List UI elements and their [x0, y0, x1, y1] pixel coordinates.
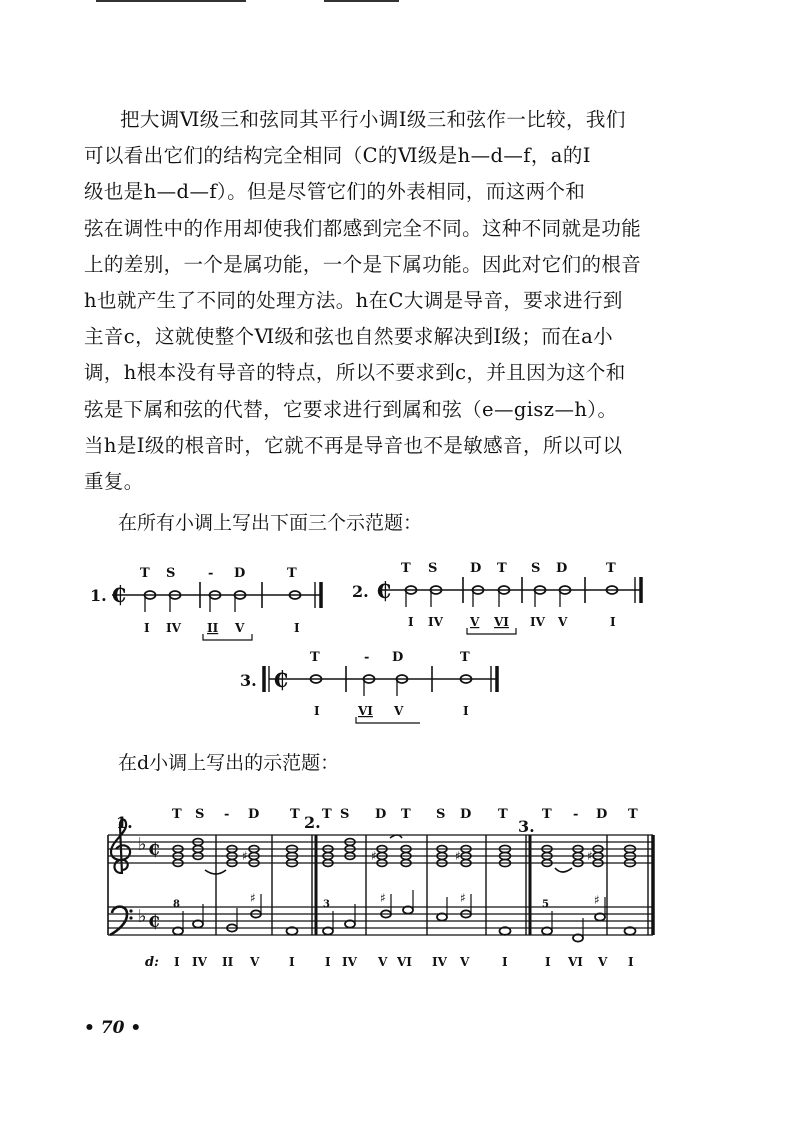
- flat-icon: ♭: [138, 906, 147, 927]
- section-number: 3.: [518, 817, 535, 836]
- caption-d-minor: 在d小调上写出的示范题：: [118, 752, 340, 774]
- function-label: D: [596, 807, 608, 822]
- sharp-icon: ♯: [460, 891, 466, 905]
- roman-numeral: I: [174, 955, 180, 969]
- paragraph-line: 上的差别，一个是属功能，一个是下属功能。因此对它们的根音: [84, 252, 642, 276]
- function-label: S: [195, 807, 205, 822]
- paragraph-line: h也就产生了不同的处理方法。h在C大调是导音，要求进行到: [84, 289, 623, 313]
- function-label: -: [573, 807, 579, 822]
- exercise-3: [240, 650, 497, 723]
- paragraph-line: 当h是Ⅰ级的根音时，它就不再是导音也不是敏感音，所以可以: [84, 433, 623, 457]
- function-label: T: [287, 566, 297, 581]
- roman-numeral: V: [250, 955, 260, 969]
- figure-number: 3: [323, 899, 330, 910]
- roman-numeral: IV: [428, 615, 443, 629]
- function-label: D: [375, 807, 387, 822]
- roman-numeral: I: [463, 704, 469, 718]
- roman-numeral: I: [502, 955, 508, 969]
- function-label: T: [140, 566, 150, 581]
- roman-numeral: V: [598, 955, 608, 969]
- section-number: 1.: [116, 813, 133, 832]
- page-number: • 70 •: [84, 1018, 142, 1038]
- function-label: T: [606, 561, 616, 576]
- cut-time-icon: ₵: [148, 912, 160, 932]
- paragraph-line: 把大调Ⅵ级三和弦同其平行小调Ⅰ级三和弦作一比较，我们: [120, 108, 626, 131]
- function-label: S: [436, 807, 446, 822]
- roman-numeral: I: [144, 621, 150, 635]
- roman-numeral: V: [558, 615, 568, 629]
- function-label: D: [470, 561, 482, 576]
- function-label: S: [428, 561, 438, 576]
- figure-number: 5: [542, 899, 549, 910]
- exercise-2: [352, 561, 641, 634]
- bass-notes: [173, 906, 636, 941]
- exercise-number: 1.: [90, 586, 107, 605]
- roman-numeral: V: [235, 621, 245, 635]
- bass-clef-dot: [129, 916, 132, 919]
- sharp-icon: ♯: [250, 891, 256, 905]
- function-label: T: [401, 561, 411, 576]
- figure-number: 8: [173, 899, 180, 910]
- cut-time-icon: ₵: [273, 667, 289, 693]
- cut-time-icon: ₵: [111, 582, 127, 608]
- sharp-icon: ♯: [380, 891, 386, 905]
- sharp-icon: ♯: [371, 849, 377, 863]
- roman-numeral: I: [545, 955, 551, 969]
- caption-exercises: 在所有小调上写出下面三个示范题：: [118, 512, 423, 534]
- function-label: D: [392, 650, 404, 665]
- roman-numeral: VI: [568, 955, 583, 969]
- function-label: -: [364, 650, 370, 665]
- function-label: D: [234, 566, 246, 581]
- roman-numeral: VI: [494, 615, 509, 629]
- function-label: D: [248, 807, 260, 822]
- paragraph-line: 调，h根本没有导音的特点，所以不要求到c，并且因为这个和: [84, 361, 626, 385]
- bass-clef-dot: [129, 909, 132, 912]
- roman-numeral: II: [222, 955, 234, 969]
- roman-numeral: I: [325, 955, 331, 969]
- roman-numeral: IV: [530, 615, 545, 629]
- roman-numeral: IV: [432, 955, 447, 969]
- cut-time-icon: ₵: [376, 578, 392, 604]
- function-label: -: [224, 807, 230, 822]
- exercise-number: 2.: [352, 582, 369, 601]
- exercise-number: 3.: [240, 671, 257, 690]
- exercise-1: [90, 566, 322, 640]
- function-label: T: [498, 807, 508, 822]
- flat-icon: ♭: [138, 834, 147, 855]
- function-label: T: [322, 807, 332, 822]
- grand-staff-score: [108, 807, 653, 970]
- paragraph-line: 可以看出它们的结构完全相同（C的Ⅵ级是h—d—f，a的Ⅰ: [84, 144, 591, 168]
- function-label: T: [290, 807, 300, 822]
- function-label: T: [310, 650, 320, 665]
- paragraph-line: 重复。: [84, 470, 144, 494]
- roman-numeral: IV: [192, 955, 207, 969]
- function-label: T: [497, 561, 507, 576]
- roman-numeral: V: [394, 704, 404, 718]
- function-label: T: [628, 807, 638, 822]
- roman-numeral: V: [378, 955, 388, 969]
- function-label: S: [340, 807, 350, 822]
- sharp-icon: ♯: [594, 893, 600, 907]
- cut-time-icon: ₵: [148, 840, 160, 860]
- function-label: T: [542, 807, 552, 822]
- function-label: T: [172, 807, 182, 822]
- roman-numeral: IV: [166, 621, 181, 635]
- roman-numeral: V: [470, 615, 480, 629]
- function-label: T: [401, 807, 411, 822]
- paragraph-line: 弦是下属和弦的代替，它要求进行到属和弦（e—gisz—h）。: [84, 397, 618, 421]
- section-number: 2.: [304, 813, 321, 832]
- roman-numeral: I: [408, 615, 414, 629]
- sharp-icon: ♯: [242, 849, 248, 863]
- roman-numeral: I: [610, 615, 616, 629]
- key-label: d:: [145, 955, 159, 970]
- roman-numeral: I: [314, 704, 320, 718]
- function-label: D: [460, 807, 472, 822]
- paragraph-line: 弦在调性中的作用却使我们都感到完全不同。这种不同就是功能: [84, 216, 642, 240]
- tie: [555, 868, 572, 872]
- roman-numeral: VI: [358, 704, 373, 718]
- roman-numeral: V: [460, 955, 470, 969]
- function-label: T: [460, 650, 470, 665]
- paragraph-line: 主音c，这就使整个Ⅵ级和弦也自然要求解决到Ⅰ级；而在a小: [84, 325, 614, 349]
- roman-numeral: II: [207, 621, 219, 635]
- paragraph-line: 级也是h—d—f）。但是尽管它们的外表相同，而这两个和: [84, 180, 586, 204]
- function-label: D: [556, 561, 568, 576]
- roman-numeral: IV: [342, 955, 357, 969]
- roman-numeral: I: [294, 621, 300, 635]
- function-label: -: [208, 566, 214, 581]
- sharp-icon: ♯: [587, 849, 593, 863]
- function-label: S: [531, 561, 541, 576]
- roman-numeral: VI: [397, 955, 412, 969]
- roman-numeral: I: [289, 955, 295, 969]
- sharp-icon: ♯: [455, 849, 461, 863]
- function-label: S: [166, 566, 176, 581]
- roman-numeral: I: [628, 955, 634, 969]
